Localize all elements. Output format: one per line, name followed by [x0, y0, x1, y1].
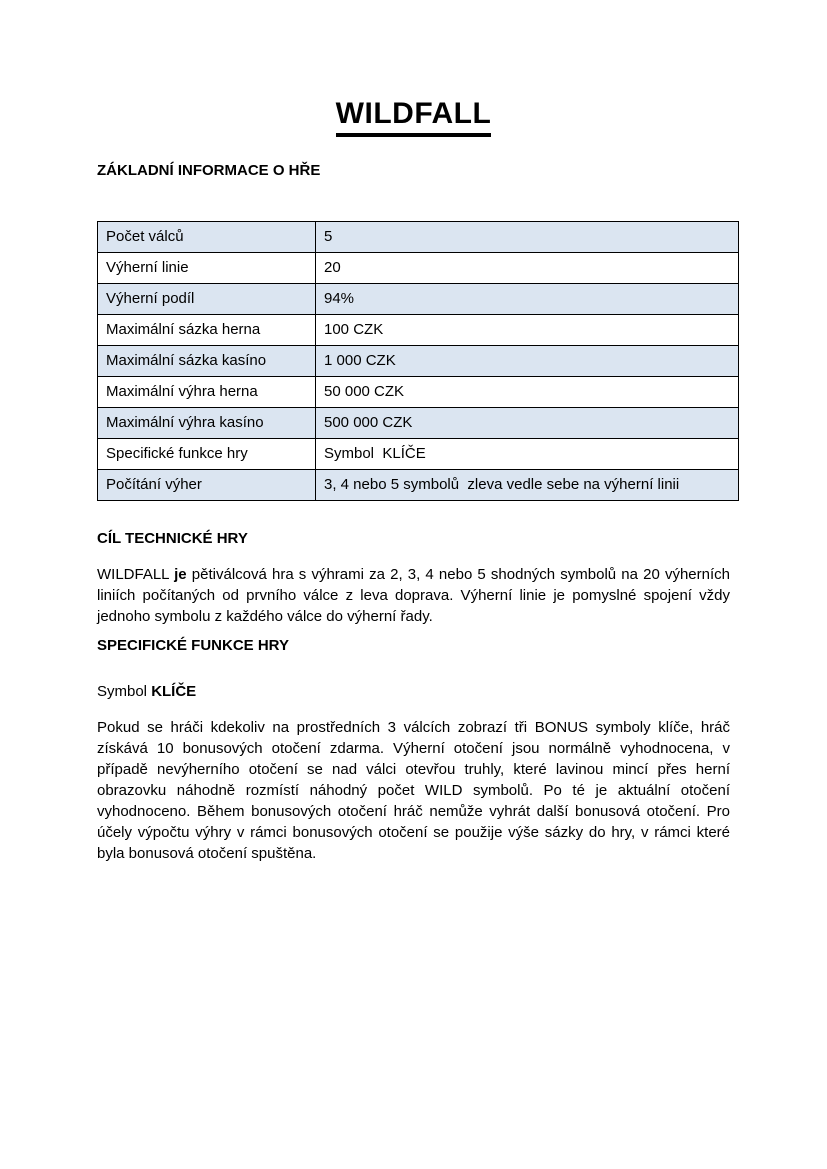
page-title-text: WILDFALL	[336, 96, 492, 137]
table-cell-value: 5	[316, 222, 739, 253]
table-cell-value: 3, 4 nebo 5 symbolů zleva vedle sebe na výherní linii	[316, 470, 739, 501]
table-row	[98, 439, 739, 470]
table-row	[98, 470, 739, 501]
table-cell-value: Symbol KLÍČE	[316, 439, 739, 470]
table-row	[98, 253, 739, 284]
basic-info-table	[97, 221, 739, 501]
basic-info-table-body	[98, 222, 739, 501]
table-cell-value: 100 CZK	[316, 315, 739, 346]
table-cell-value: 94%	[316, 284, 739, 315]
goal-paragraph	[97, 564, 730, 627]
table-row	[98, 377, 739, 408]
symbol-line	[97, 681, 730, 702]
table-row	[98, 315, 739, 346]
table-cell-value: 50 000 CZK	[316, 377, 739, 408]
document-content	[97, 0, 730, 1169]
table-cell-label: Specifické funkce hry	[98, 439, 316, 470]
table-row	[98, 346, 739, 377]
table-cell-label: Počet válců	[98, 222, 316, 253]
table-cell-label: Maximální výhra kasíno	[98, 408, 316, 439]
goal-paragraph-rest: pětiválcová hra s výhrami za 2, 3, 4 nebo 5 shodných symbolů na 20 výherních liniích počítaných od prvního válce z leva doprava. Výherní linie je pomyslné spojení vždy jednoho symbolu z každého válce do výherní řady.	[97, 566, 730, 625]
table-row	[98, 408, 739, 439]
specific-paragraph: Pokud se hráči kdekoliv na prostředních 3 válcích zobrazí tři BONUS symboly klíče, hráč získává 10 bonusových otočení zdarma. Výherní otočení jsou normálně vyhodnocena, v případě nevýherního otočení se nad válci otevřou truhly, které lavinou mincí přes herní obrazovku náhodně rozmístí náhodný počet WILD symbolů. Po té je aktuální otočení vyhodnoceno. Během bonusových otočení hráč nemůže vyhrát další bonusová otočení. Pro účely výpočtu výhry v rámci bonusových otočení se použije výše sázky do hry, v rámci které byla bonusová otočení spuštěna.	[97, 719, 730, 862]
section-heading-basic-info: ZÁKLADNÍ INFORMACE O HŘE	[97, 162, 321, 179]
goal-paragraph-lead: WILDFALL	[97, 566, 175, 583]
table-row	[98, 284, 739, 315]
symbol-name: KLÍČE	[151, 683, 197, 700]
table-cell-label: Výherní podíl	[98, 284, 316, 315]
table-cell-label: Výherní linie	[98, 253, 316, 284]
table-cell-label: Maximální sázka herna	[98, 315, 316, 346]
goal-paragraph-bold: je	[174, 566, 187, 583]
page-title	[97, 96, 730, 137]
table-cell-label: Maximální sázka kasíno	[98, 346, 316, 377]
table-cell-label: Maximální výhra herna	[98, 377, 316, 408]
symbol-label: Symbol	[97, 683, 152, 700]
table-cell-value: 1 000 CZK	[316, 346, 739, 377]
table-row	[98, 222, 739, 253]
table-cell-value: 500 000 CZK	[316, 408, 739, 439]
table-cell-label: Počítání výher	[98, 470, 316, 501]
section-heading-goal: CÍL TECHNICKÉ HRY	[97, 530, 248, 547]
table-cell-value: 20	[316, 253, 739, 284]
section-heading-specific: SPECIFICKÉ FUNKCE HRY	[97, 637, 289, 654]
